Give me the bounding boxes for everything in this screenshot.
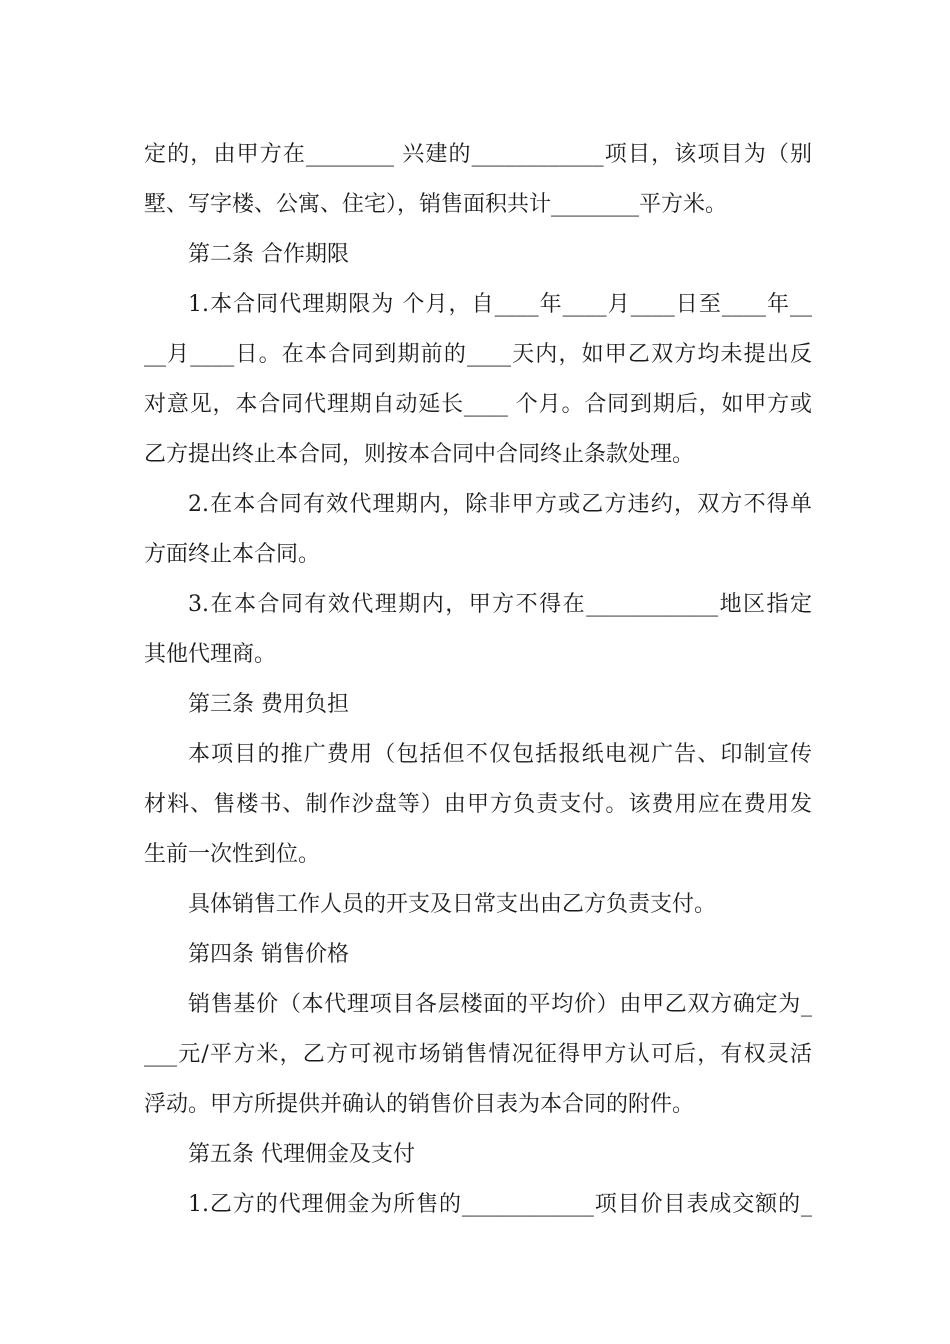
paragraph-line: 定的，由甲方在________ 兴建的____________项目，该项目为（别 bbox=[144, 142, 812, 167]
paragraph-line: 材料、售楼书、制作沙盘等）由甲方负责支付。该费用应在费用发 bbox=[144, 792, 812, 817]
paragraph-line: 具体销售工作人员的开支及日常支出由乙方负责支付。 bbox=[188, 892, 717, 917]
paragraph-line: 浮动。甲方所提供并确认的销售价目表为本合同的附件。 bbox=[144, 1092, 695, 1117]
paragraph-line: 1.乙方的代理佣金为所售的____________项目价目表成交额的_ bbox=[188, 1192, 812, 1217]
paragraph-line: 2.在本合同有效代理期内，除非甲方或乙方违约，双方不得单 bbox=[188, 492, 812, 517]
paragraph-line: __月____日。在本合同到期前的____天内，如甲乙双方均未提出反 bbox=[144, 342, 812, 367]
paragraph-line: 墅、写字楼、公寓、住宅），销售面积共计________平方米。 bbox=[144, 192, 728, 217]
section-heading: 第二条 合作期限 bbox=[188, 242, 349, 267]
paragraph-line: ___元/平方米，乙方可视市场销售情况征得甲方认可后，有权灵活 bbox=[144, 1042, 812, 1067]
section-heading: 第五条 代理佣金及支付 bbox=[188, 1142, 415, 1167]
document-body bbox=[144, 130, 812, 1230]
paragraph-line: 方面终止本合同。 bbox=[144, 542, 321, 567]
paragraph-line: 其他代理商。 bbox=[144, 642, 277, 667]
paragraph-line: 对意见，本合同代理期自动延长____ 个月。合同到期后，如甲方或 bbox=[144, 392, 812, 417]
section-heading: 第三条 费用负担 bbox=[188, 692, 349, 717]
paragraph-line: 3.在本合同有效代理期内，甲方不得在____________地区指定 bbox=[188, 592, 812, 617]
paragraph-line: 生前一次性到位。 bbox=[144, 842, 321, 867]
paragraph-line: 1.本合同代理期限为 个月，自____年____月____日至____年__ bbox=[188, 292, 812, 317]
section-heading: 第四条 销售价格 bbox=[188, 942, 349, 967]
paragraph-line: 乙方提出终止本合同，则按本合同中合同终止条款处理。 bbox=[144, 442, 695, 467]
paragraph-line: 销售基价（本代理项目各层楼面的平均价）由甲乙双方确定为_ bbox=[188, 992, 812, 1017]
paragraph-line: 本项目的推广费用（包括但不仅包括报纸电视广告、印制宣传 bbox=[188, 742, 812, 767]
